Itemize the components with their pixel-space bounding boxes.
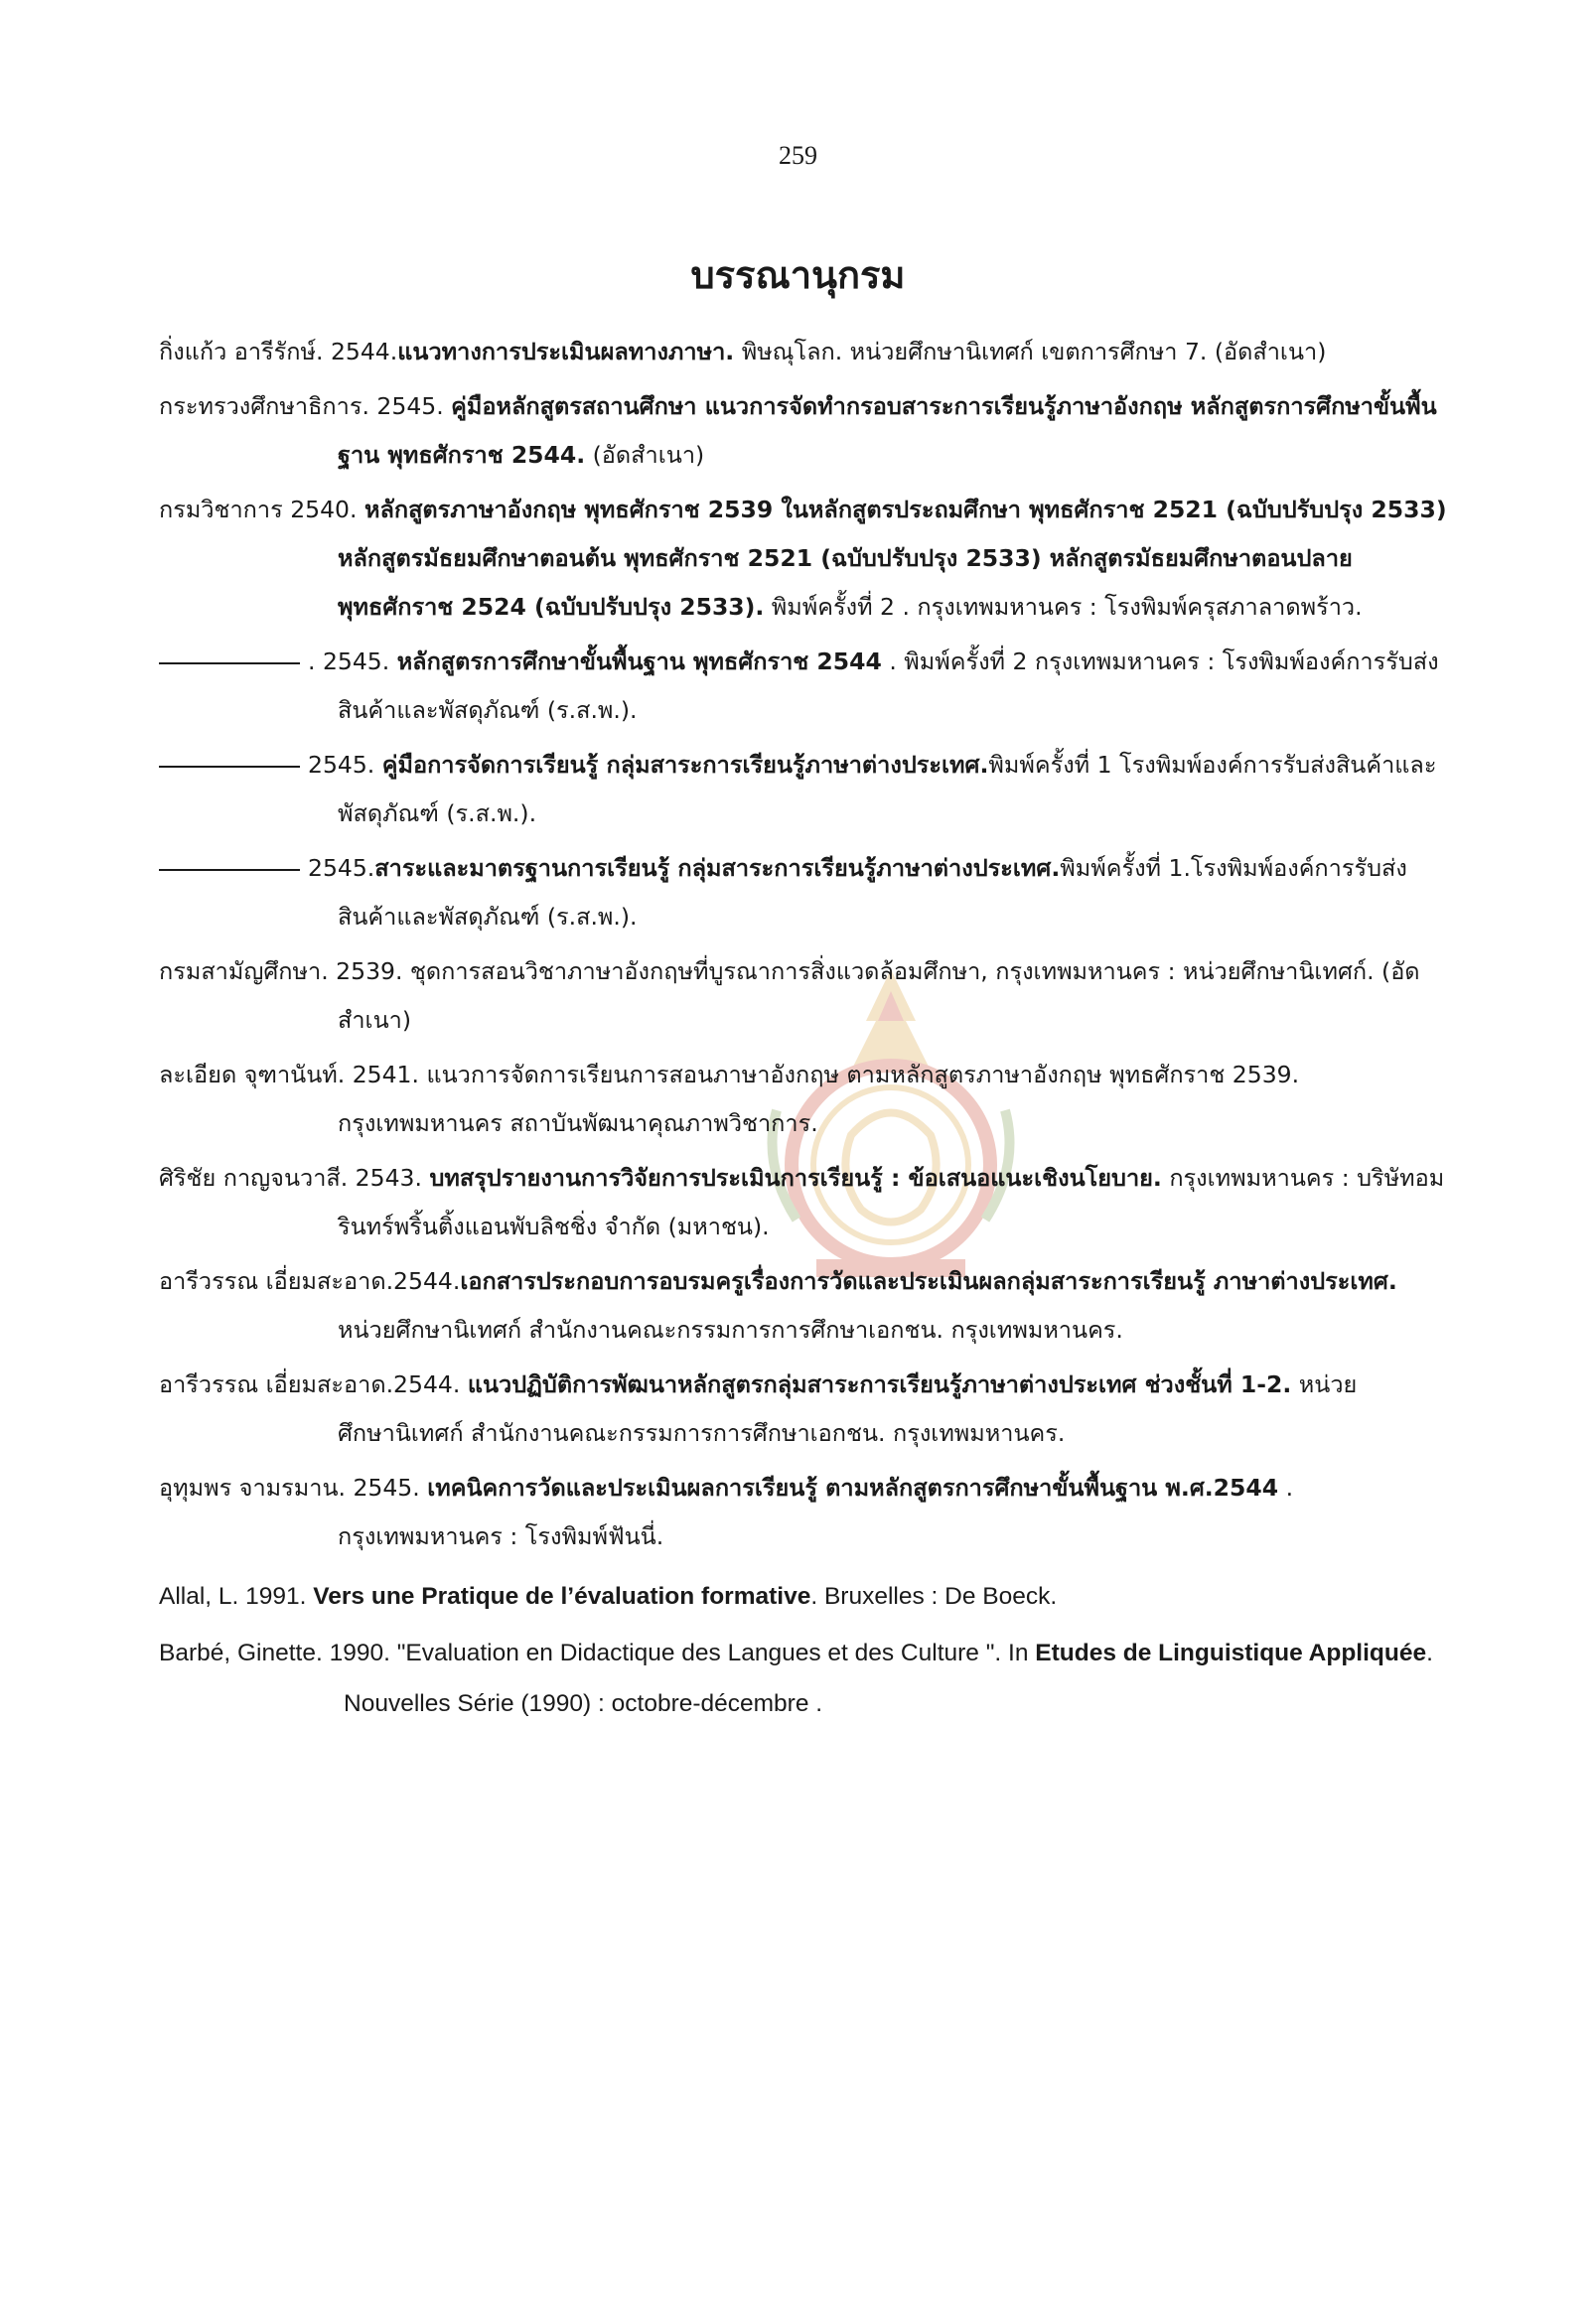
reference-entry [159,1628,1450,1729]
reference-author: . 2545. [308,648,397,675]
reference-publication: หน่วยศึกษานิเทศก์ สำนักงานคณะกรรมการการศึกษาเอกชน. กรุงเทพมหานคร. [338,1370,1358,1447]
reference-publication: พิมพ์ครั้งที่ 1 โรงพิมพ์องค์การรับส่งสินค้าและพัสดุภัณฑ์ (ร.ส.พ.). [338,751,1437,827]
reference-title: แนวปฏิบัติการพัฒนาหลักสูตรกลุ่มสาระการเรียนรู้ภาษาต่างประเทศ ช่วงชั้นที่ 1-2. [467,1370,1292,1398]
reference-publication: พิมพ์ครั้งที่ 1.โรงพิมพ์องค์การรับส่งสินค้าและพัสดุภัณฑ์ (ร.ส.พ.). [338,854,1407,931]
page-title: บรรณานุกรม [690,253,906,297]
reference-author: Allal, L. 1991. [159,1583,314,1610]
reference-title: คู่มือหลักสูตรสถานศึกษา แนวการจัดทำกรอบสาระการเรียนรู้ภาษาอังกฤษ หลักสูตรการศึกษาขั้นพื้นฐาน พุทธศักราช 2544. [338,392,1437,469]
same-author-dash [159,869,300,871]
reference-entry [159,1464,1450,1561]
same-author-dash [159,662,300,664]
reference-entry [159,382,1450,480]
reference-title: คู่มือการจัดการเรียนรู้ กลุ่มสาระการเรียนรู้ภาษาต่างประเทศ. [381,751,989,779]
reference-title: แนวทางการประเมินผลทางภาษา. [397,338,735,365]
reference-author: กระทรวงศึกษาธิการ. 2545. [159,392,452,420]
reference-publication: กรุงเทพมหานคร : บริษัทอมรินทร์พริ้นติ้งแอนพับลิชชิ่ง จำกัด (มหาชน). [338,1164,1445,1240]
reference-publication: . กรุงเทพมหานคร : โรงพิมพ์ฟันนี่. [338,1474,1294,1550]
reference-title: หลักสูตรการศึกษาขั้นพื้นฐาน พุทธศักราช 2544 [396,648,882,675]
reference-entry [159,1257,1450,1355]
reference-title: บทสรุปรายงานการวิจัยการประเมินการเรียนรู้ : ข้อเสนอแนะเชิงนโยบาย. [429,1164,1162,1192]
reference-author: อารีวรรณ เอี่ยมสะอาด.2544. [159,1370,468,1398]
reference-author: ละเอียด จุฑานันท์. 2541. [159,1061,427,1088]
reference-author: กิ่งแก้ว อารีรักษ์. 2544. [159,338,398,365]
reference-publication: หน่วยศึกษานิเทศก์ สำนักงานคณะกรรมการการศึกษาเอกชน. กรุงเทพมหานคร. [338,1316,1123,1344]
reference-publication: แนวการจัดการเรียนการสอนภาษาอังกฤษ ตามหลักสูตรภาษาอังกฤษ พุทธศักราช 2539. กรุงเทพมหานคร สถาบันพัฒนาคุณภาพวิชาการ. [338,1061,1300,1137]
reference-publication: พิษณุโลก. หน่วยศึกษานิเทศก์ เขตการศึกษา 7. (อัดสำเนา) [734,338,1327,365]
reference-author: กรมวิชาการ 2540. [159,496,364,523]
bibliography-list [159,328,1450,1735]
reference-publication: . Nouvelles Série (1990) : octobre-décembre . [344,1640,1433,1717]
reference-publication: พิมพ์ครั้งที่ 2 . กรุงเทพมหานคร : โรงพิมพ์ครุสภาลาดพร้าว. [764,593,1363,621]
reference-title: สาระและมาตรฐานการเรียนรู้ กลุ่มสาระการเรียนรู้ภาษาต่างประเทศ. [374,854,1061,882]
reference-title: Etudes de Linguistique Appliquée [1035,1640,1427,1666]
reference-publication: (อัดสำเนา) [585,441,705,469]
page-number: 259 [779,141,817,170]
reference-author: ศิริชัย กาญจนวาสี. 2543. [159,1164,430,1192]
reference-author: 2545. [308,854,375,882]
reference-author: อารีวรรณ เอี่ยมสะอาด.2544. [159,1267,461,1295]
reference-publication: ชุดการสอนวิชาภาษาอังกฤษที่บูรณาการสิ่งแวดล้อมศึกษา, กรุงเทพมหานคร : หน่วยศึกษานิเทศก์. (อัดสำเนา) [338,957,1420,1034]
reference-title: หลักสูตรภาษาอังกฤษ พุทธศักราช 2539 ในหลักสูตรประถมศึกษา พุทธศักราช 2521 (ฉบับปรับปรุง 2533) หลักสูตรมัธยมศึกษาตอนต้น พุทธศักราช 2521 (ฉบับปรับปรุง 2533) หลักสูตรมัธยมศึกษาตอนปลาย พุทธศักราช 2524 (ฉบับปรับปรุง 2533). [338,496,1447,621]
reference-author: Barbé, Ginette. 1990. "Evaluation en Didactique des Langues et des Culture ". In [159,1640,1036,1666]
reference-author: อุทุมพร จามรมาน. 2545. [159,1474,428,1502]
reference-title: เทคนิคการวัดและประเมินผลการเรียนรู้ ตามหลักสูตรการศึกษาขั้นพื้นฐาน พ.ศ.2544 [427,1474,1279,1502]
reference-entry [159,486,1450,632]
reference-entry [159,844,1450,941]
reference-author: กรมสามัญศึกษา. 2539. [159,957,410,985]
reference-entry [159,1154,1450,1251]
reference-entry [159,638,1450,735]
same-author-dash [159,766,300,768]
reference-publication: . Bruxelles : De Boeck. [810,1583,1058,1610]
reference-entry [159,1051,1450,1148]
reference-title: เอกสารประกอบการอบรมครูเรื่องการวัดและประเมินผลกลุ่มสาระการเรียนรู้ ภาษาต่างประเทศ. [460,1267,1397,1295]
reference-publication: . พิมพ์ครั้งที่ 2 กรุงเทพมหานคร : โรงพิมพ์องค์การรับส่งสินค้าและพัสดุภัณฑ์ (ร.ส.พ.). [338,648,1439,724]
reference-entry [159,947,1450,1045]
reference-entry [159,328,1450,376]
reference-entry [159,1361,1450,1458]
reference-title: Vers une Pratique de l’évaluation formative [313,1583,811,1610]
reference-entry [159,1571,1450,1622]
reference-author: 2545. [308,751,382,779]
reference-entry [159,741,1450,838]
